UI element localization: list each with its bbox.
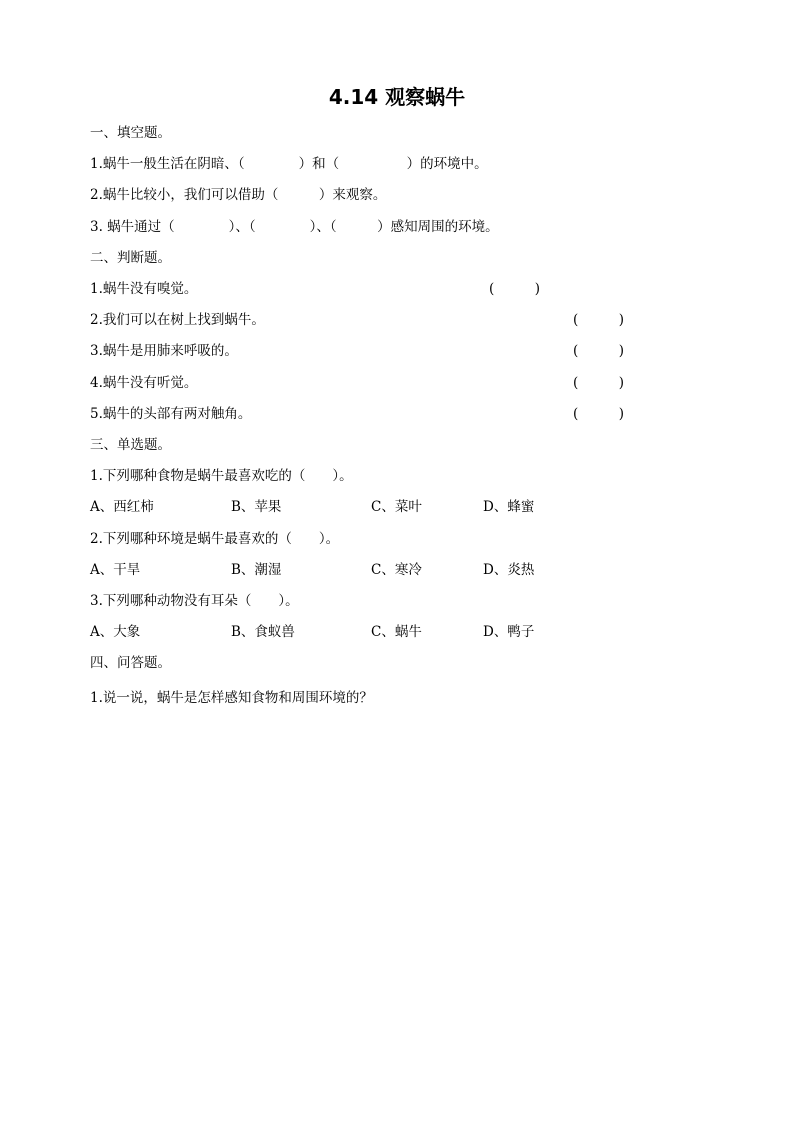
answer-parentheses: ( ) bbox=[573, 406, 625, 422]
page-title: 4.14 观察蜗牛 bbox=[328, 85, 466, 109]
answer-parentheses: ( ) bbox=[573, 343, 625, 359]
true-false-question-4: 4.蜗牛没有听觉。 bbox=[90, 375, 198, 391]
choice-option-c: C、菜叶 bbox=[371, 499, 422, 515]
answer-parentheses: ( ) bbox=[573, 312, 625, 328]
fill-blank-question-1: 1.蜗牛一般生活在阴暗、（ ）和（ ）的环境中。 bbox=[90, 156, 488, 172]
choice-option-b: B、苹果 bbox=[231, 499, 282, 515]
section-heading-multiple-choice: 三、单选题。 bbox=[90, 437, 171, 453]
choice-option-d: D、蜂蜜 bbox=[483, 499, 535, 515]
section-heading-fill-blank: 一、填空题。 bbox=[90, 125, 171, 141]
choice-option-d: D、鸭子 bbox=[483, 624, 535, 640]
choice-option-a: A、大象 bbox=[90, 624, 141, 640]
choice-option-b: B、食蚁兽 bbox=[231, 624, 295, 640]
choice-option-d: D、炎热 bbox=[483, 562, 535, 578]
true-false-question-2: 2.我们可以在树上找到蜗牛。 bbox=[90, 312, 265, 328]
fill-blank-question-3: 3. 蜗牛通过（ ）、（ ）、（ ）感知周围的环境。 bbox=[90, 219, 499, 235]
choice-question-1: 1.下列哪种食物是蜗牛最喜欢吃的（ ）。 bbox=[90, 468, 353, 484]
true-false-question-3: 3.蜗牛是用肺来呼吸的。 bbox=[90, 343, 238, 359]
true-false-question-1: 1.蜗牛没有嗅觉。 bbox=[90, 281, 198, 297]
section-heading-short-answer: 四、问答题。 bbox=[90, 655, 171, 671]
choice-option-a: A、西红柿 bbox=[90, 499, 154, 515]
short-answer-question-1: 1.说一说，蜗牛是怎样感知食物和周围环境的？ bbox=[90, 690, 373, 706]
choice-option-a: A、干旱 bbox=[90, 562, 141, 578]
section-heading-true-false: 二、判断题。 bbox=[90, 250, 171, 266]
fill-blank-question-2: 2.蜗牛比较小，我们可以借助（ ）来观察。 bbox=[90, 187, 387, 203]
true-false-question-5: 5.蜗牛的头部有两对触角。 bbox=[90, 406, 252, 422]
choice-option-c: C、寒冷 bbox=[371, 562, 422, 578]
answer-parentheses: ( ) bbox=[573, 375, 625, 391]
choice-question-2: 2.下列哪种环境是蜗牛最喜欢的（ ）。 bbox=[90, 531, 340, 547]
choice-question-3: 3.下列哪种动物没有耳朵（ ）。 bbox=[90, 593, 299, 609]
choice-option-c: C、蜗牛 bbox=[371, 624, 422, 640]
choice-option-b: B、潮湿 bbox=[231, 562, 282, 578]
answer-parentheses: ( ) bbox=[489, 281, 541, 297]
